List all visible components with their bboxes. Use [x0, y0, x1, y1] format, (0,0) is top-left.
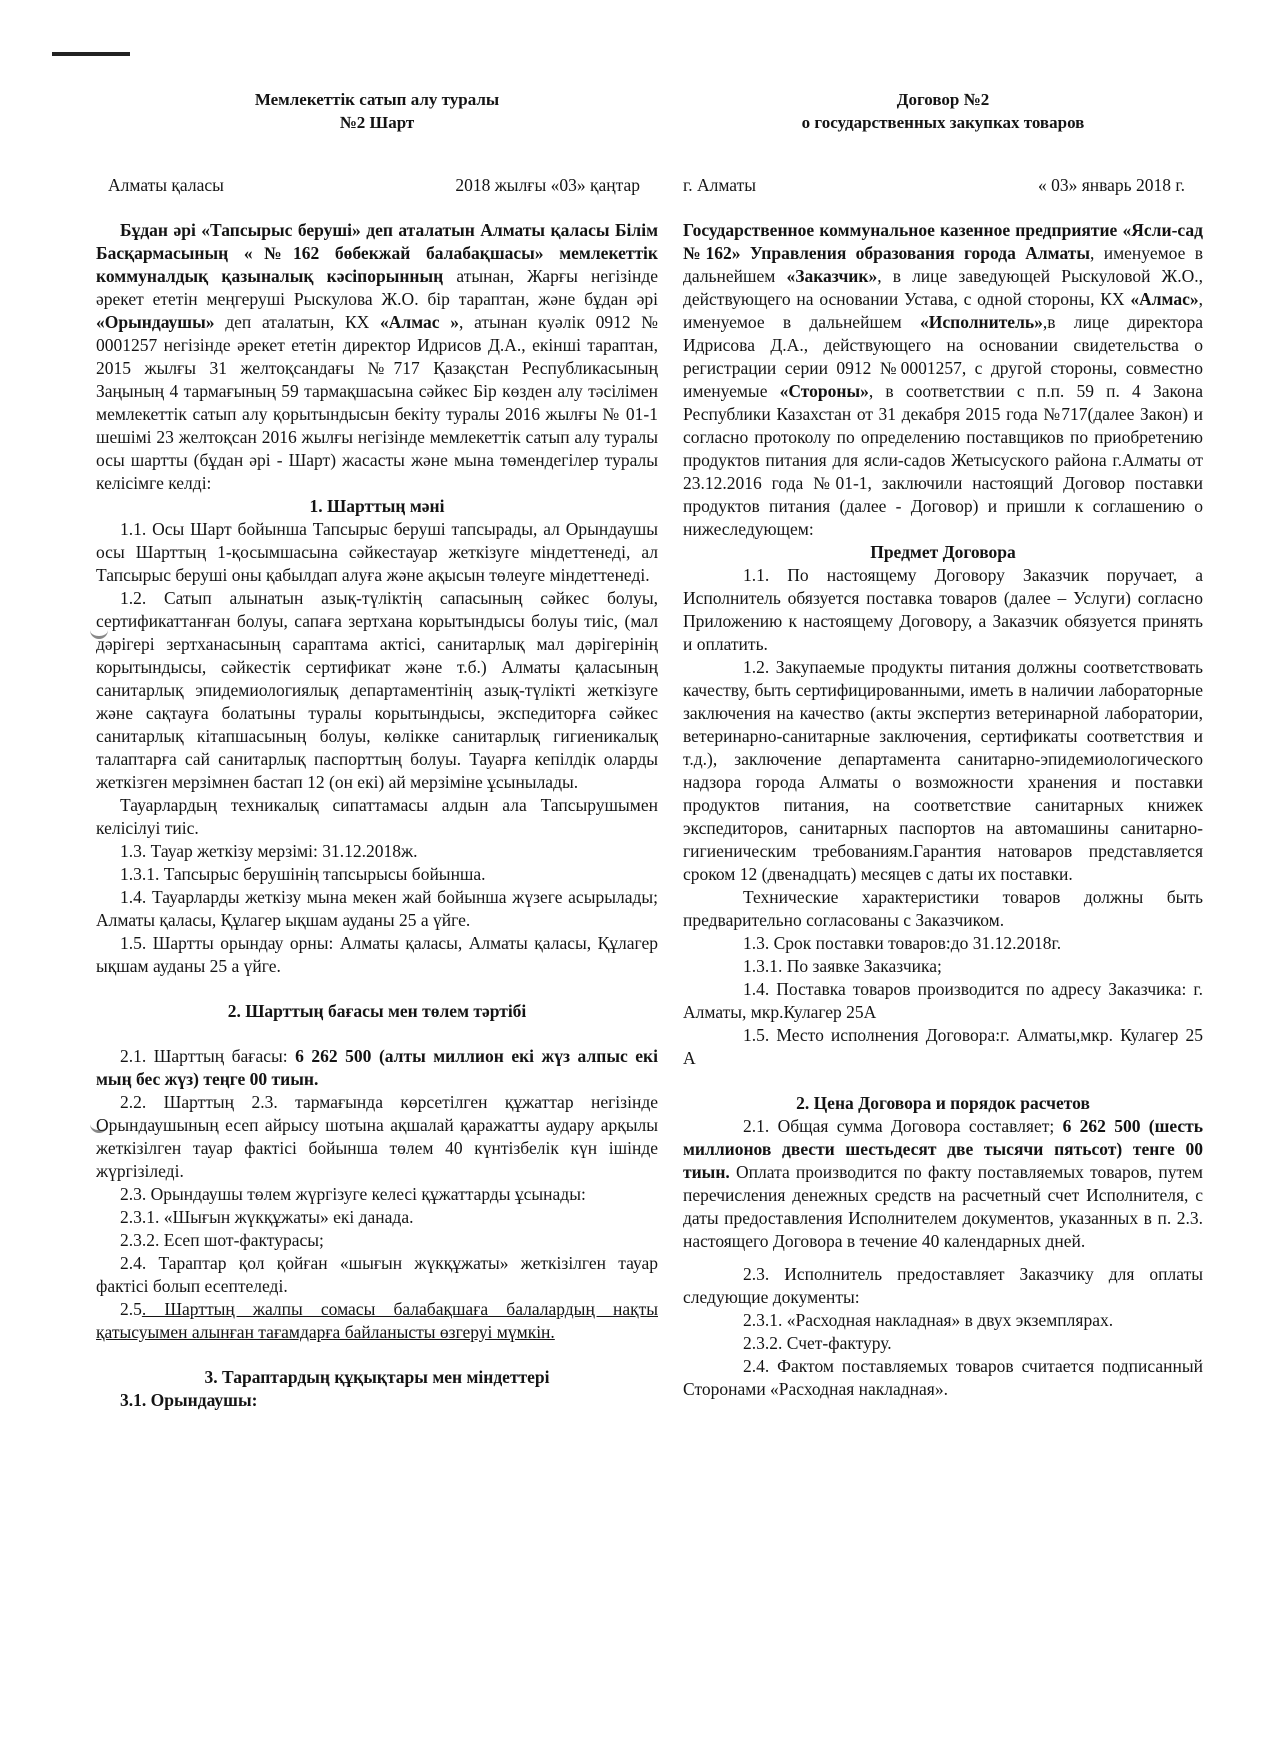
clause: 1.1. По настоящему Договору Заказчик поручает, а Исполнитель обязуется поставка товаров (далее – Услуги) согласно Приложению к настоящему Договору, а Заказчик обязуется принять и оплатить.: [683, 565, 1203, 654]
city: г. Алматы: [683, 175, 756, 195]
clause: 1.3. Тауар жеткізу мерзімі: 31.12.2018ж.: [120, 841, 418, 861]
section-heading: 1. Шарттың мәні: [309, 496, 445, 516]
clause: 2.3. Исполнитель предоставляет Заказчику для оплаты следующие документы:: [683, 1264, 1203, 1307]
clause: 2.3.2. Есеп шот-фактурасы;: [120, 1230, 324, 1250]
city: Алматы қаласы: [108, 175, 224, 195]
clause: 1.4. Тауарларды жеткізу мына мекен жай бойынша жүзеге асырылады; Алматы қаласы, Құлагер ықшам ауданы 25 а үйге.: [96, 887, 658, 930]
russian-column: [683, 88, 1203, 1401]
clause: 1.5. Шартты орындау орны: Алматы қаласы, Алматы қаласы, Құлагер ықшам ауданы 25 а үйге.: [96, 933, 658, 976]
clause: 2.5. Шарттың жалпы сомасы балабақшаға балалардың нақты қатысуымен алынған тағамдарға байланысты өзгеруі мүмкін.: [96, 1299, 658, 1342]
kazakh-title: Мемлекеттік сатып алу туралы №2 Шарт: [254, 90, 500, 132]
date: « 03» январь 2018 г.: [1037, 175, 1185, 195]
clause: 1.1. Осы Шарт бойынша Тапсырыс беруші тапсырады, ал Орындаушы осы Шарттың 1-қосымшасына сәйкестауар жеткізуге міндеттенеді, ал Тапсырыс беруші оны қабылдап алуға және ақысын төлеуге міндеттенеді.: [96, 519, 658, 585]
section-heading: Предмет Договора: [870, 542, 1016, 562]
clause: 2.2. Шарттың 2.3. тармағында көрсетілген құжаттар негізінде Орындаушының есеп айрысу шотына ақшалай қаражатты аудару арқылы жеткізілген тауар фактісі бойынша төлем 40 күнтізбелік күн ішінде жүргізіледі.: [96, 1092, 658, 1181]
kazakh-preamble: Бұдан әрі «Тапсырыс беруші» деп аталатын Алматы қаласы Білім Басқармасының «№162 бөбекжай балабақшасы» мемлекеттік коммуналдық қазыналық кәсіпорынның атынан, Жарғы негізінде әрекет ететін меңгеруші Рыскулова Ж.О. бір тараптан, және бұдан әрі «Орындаушы» деп аталатын, КХ «Алмас », атынан куәлік 0912 № 0001257 негізінде әрекет ететін директор Идрисов Д.А., екінші тараптан, 2015 жылғы 31 желтоқсандағы №717 Қазақстан Республикасының Заңының 4 тармағының 59 тармақшасына сәйкес Бір көзден алу тәсілімен мемлекеттік сатып алу қорытындысын бекіту туралы 2016 жылғы № 01-1 шешімі 23 желтоқсан 2016 жылғы негізінде мемлекеттік сатып алу туралы осы шартты (бұдан әрі - Шарт) жасасты және мына төмендегілер туралы келісімге келді:: [96, 220, 658, 493]
kazakh-place-date: [96, 174, 658, 197]
clause: 1.2. Сатып алынатын азық-түліктің сапасының сәйкес болуы, сертификаттанған болуы, сапаға зертхана корытындысы болуы тиіс, (мал дәрігері зертханасының сараптама актісі, санитарлық мал дәрігерінің корытындысы, сәйкестік сертификат және т.б.) Алматы қаласының санитарлық эпидемиологиялық департаментінің азық-түлікті жеткізуге және сақтауға болатыны туралы корытындысы, экспедиторға сәйкес санитарлық кітапшасының болуы, көлікке санитарлық гигиеникалық талаптарға сай санитарлық паспорттың болуы. Тауарға кепілдік оларды жеткізген мерзімнен бастап 12 (он екі) ай мерзіміне ұсынылады.: [96, 588, 658, 792]
clause: 2.3. Орындаушы төлем жүргізуге келесі құжаттарды ұсынады:: [120, 1184, 586, 1204]
section-heading: 2. Цена Договора и порядок расчетов: [796, 1093, 1090, 1113]
clause: 2.4. Фактом поставляемых товаров считается подписанный Сторонами «Расходная накладная».: [683, 1356, 1203, 1399]
clause: 2.4. Тараптар қол қойған «шығын жүкқұжаты» жеткізілген тауар фактісі болып есептеледі.: [96, 1253, 658, 1296]
clause: 1.3. Срок поставки товаров:до 31.12.2018г.: [743, 933, 1062, 953]
clause: 2.1. Шарттың бағасы: 6 262 500 (алты миллион екі жүз алпыс екі мың бес жүз) теңге 00 тиын.: [96, 1046, 658, 1089]
section-heading: 3. Тараптардың құқықтары мен міндеттері: [204, 1367, 550, 1387]
russian-preamble: Государственное коммунальное казенное предприятие «Ясли-сад №162» Управления образования города Алматы, именуемое в дальнейшем «Заказчик», в лице заведующей Рыскуловой Ж.О., действующего на основании Устава, с одной стороны, КХ «Алмас», именуемое в дальнейшем «Исполнитель»,в лице директора Идрисова Д.А., действующего на основании свидетельства о регистрации серии 0912 №0001257, с другой стороны, совместно именуемые «Стороны», в соответствии с п.п. 59 п. 4 Закона Республики Казахстан от 31 декабря 2015 года №717(далее Закон) и согласно протоколу по определению поставщиков по приобретению продуктов питания для ясли-садов Жетысуского района г.Алматы от 23.12.2016 года №01-1, заключили настоящий Договор поставки продуктов питания (далее - Договор) и пришли к соглашению о нижеследующем:: [683, 220, 1203, 539]
clause: 2.3.2. Счет-фактуру.: [743, 1333, 892, 1353]
date: 2018 жылғы «03» қаңтар: [455, 175, 640, 195]
clause: 1.3.1. По заявке Заказчика;: [743, 956, 942, 976]
clause: 3.1. Орындаушы:: [120, 1390, 258, 1410]
clause: Тауарлардың техникалық сипаттамасы алдын ала Тапсырушымен келісілуі тиіс.: [96, 795, 658, 838]
clause: 1.4. Поставка товаров производится по адресу Заказчика: г. Алматы, мкр.Кулагер 25А: [683, 979, 1203, 1022]
clause: Технические характеристики товаров должны быть предварительно согласованы с Заказчиком.: [683, 887, 1203, 930]
russian-place-date: [683, 174, 1203, 197]
scan-mark: [52, 52, 130, 56]
clause: 1.5. Место исполнения Договора:г. Алматы,мкр. Кулагер 25 А: [683, 1025, 1203, 1068]
russian-title: Договор №2 о государственных закупках товаров: [801, 90, 1085, 132]
clause: 1.3.1. Тапсырыс берушінің тапсырысы бойынша.: [120, 864, 486, 884]
clause: 1.2. Закупаемые продукты питания должны соответствовать качеству, быть сертифицированными, иметь в наличии лабораторные заключения на качество (акты экспертиз ветеринарной лаборатории, ветеринарно-санитарные заключения, сертификаты соответствия и т.д.), заключение департамента санитарно-эпидемиологического надзора города Алматы о возможности хранения и поставки продуктов питания, на соответствие санитарных книжек экспедиторов, санитарных паспортов на автомашины санитарно-гигиеническим требованиям.Гарантия натоваров представляется сроком 12 (двенадцать) месяцев с даты их поставки.: [683, 657, 1203, 884]
clause: 2.3.1. «Шығын жүкқұжаты» екі данада.: [120, 1207, 414, 1227]
kazakh-column: [96, 88, 658, 1412]
section-heading: 2. Шарттың бағасы мен төлем тәртібі: [227, 1001, 527, 1021]
clause: 2.1. Общая сумма Договора составляет; 6 262 500 (шесть миллионов двести шестьдесят две тысячи пятьсот) тенге 00 тиын. Оплата производится по факту поставляемых товаров, путем перечисления денежных средств на расчетный счет Исполнителя, с даты предоставления Исполнителем документов, указанных в п. 2.3. настоящего Договора в течение 40 календарных дней.: [683, 1116, 1203, 1251]
clause: 2.3.1. «Расходная накладная» в двух экземплярах.: [743, 1310, 1114, 1330]
